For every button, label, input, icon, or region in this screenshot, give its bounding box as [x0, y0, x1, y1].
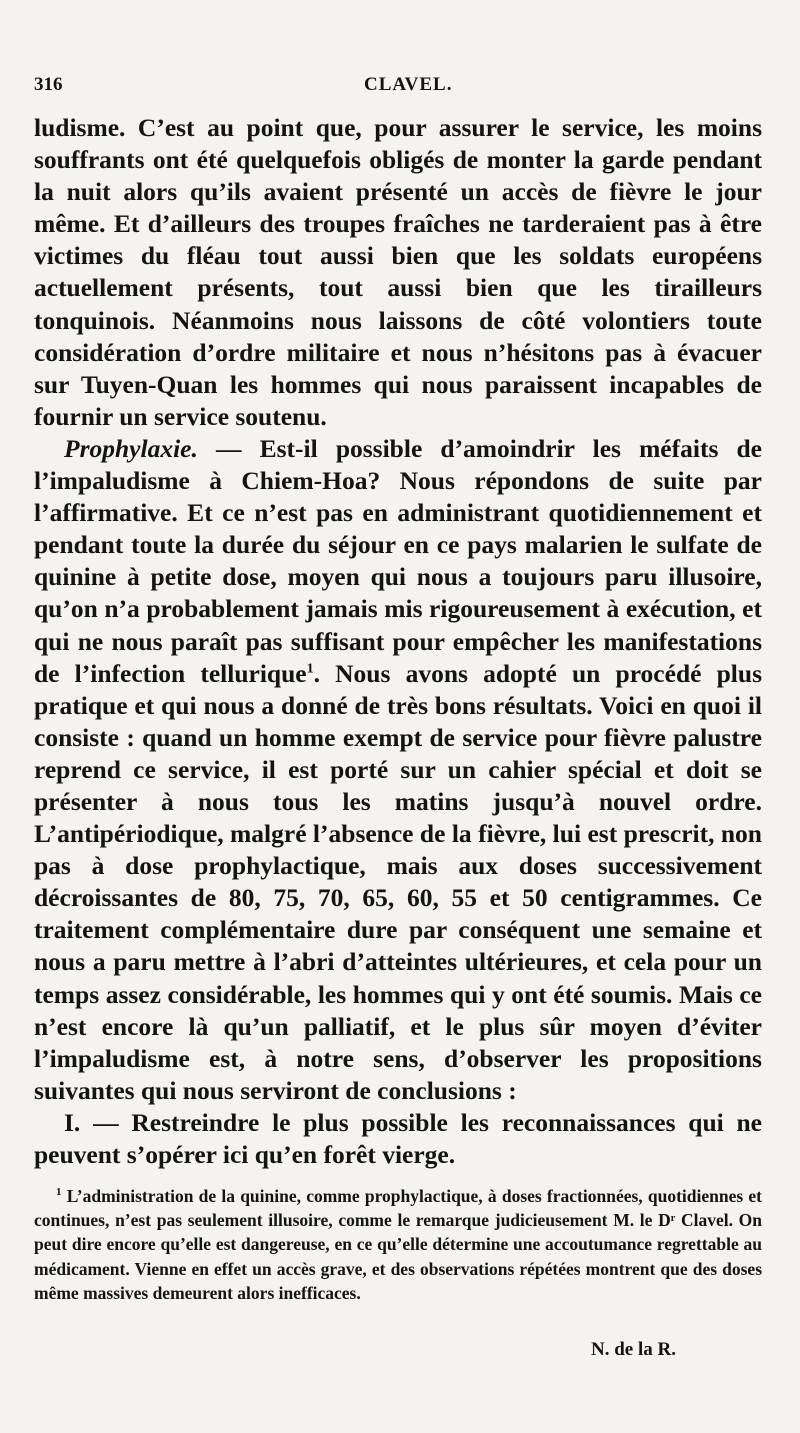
footnote-text — [34, 1184, 762, 1305]
section-title-prophylaxie: Prophylaxie. — [64, 433, 198, 463]
paragraph-conclusion-one — [34, 1107, 762, 1171]
footnote-body: L’administration de la quinine, comme prophylactique, à doses fractionnées, quotidiennes et continues, n’est pas seulement illusoire, comme le remarque judicieusement M. le Dʳ Clavel. On peut dire encore qu’elle est dangereuse, en ce qu’elle détermine une accoutumance regrettable au médicament. Vienne en effet un accès grave, et des observations répétées montrent que des doses même massives demeurent alors inefficaces. — [34, 1186, 762, 1303]
page-header — [34, 74, 764, 104]
footnote-marker: 1 — [56, 1186, 62, 1199]
editor-signature: N. de la R. — [591, 1339, 676, 1360]
paragraph-prophylaxie — [34, 433, 762, 1107]
paragraph-conclusion-one-text: I. — Restreindre le plus possible les reconnaissances qui ne peuvent s’opérer ici qu’en forêt vierge. — [34, 1107, 762, 1169]
paragraph-prophylaxie-text-b: . Nous avons adopté un procédé plus pratique et qui nous a donné de très bons résultats. Voici en quoi il consiste : quand un homme exempt de service pour fièvre palustre reprend ce service, il est porté sur un cahier spécial et doit se présenter à nous tous les matins jusqu’à nouvel ordre. L’antipériodique, malgré l’absence de la fièvre, lui est prescrit, non pas à dose prophylactique, mais aux doses successivement décroissantes de 80, 75, 70, 65, 60, 55 et 50 centigrammes. Ce traitement complémentaire dure par conséquent une semaine et nous a paru mettre à l’abri d’atteintes ultérieures, et cela pour un temps assez considérable, les hommes qui y ont été soumis. Mais ce n’est encore là qu’un palliatif, et le plus sûr moyen d’éviter l’impaludisme est, à notre sens, d’observer les propositions suivantes qui nous serviront de conclusions : — [34, 658, 762, 1105]
paragraph-continuation-text: ludisme. C’est au point que, pour assurer le service, les moins souffrants ont été quelquefois obligés de monter la garde pendant la nuit alors qu’ils avaient présenté un accès de fièvre le jour même. Et d’ailleurs des troupes fraîches ne tarderaient pas à être victimes du fléau tout aussi bien que les soldats européens actuellement présents, tout aussi bien que les tirailleurs tonquinois. Néanmoins nous laissons de côté volontiers toute considération d’ordre militaire et nous n’hésitons pas à évacuer sur Tuyen-Quan les hommes qui nous paraissent incapables de fournir un service soutenu. — [34, 113, 762, 431]
main-text — [34, 112, 762, 1171]
footnote-block — [34, 1184, 762, 1305]
running-head: CLAVEL. — [364, 74, 453, 95]
paragraph-prophylaxie-text-a: — Est-il possible d’amoindrir les méfaits de l’impaludisme à Chiem-Hoa? Nous répondons de suite par l’affirmative. Et ce n’est pas en administrant quotidiennement et pendant toute la durée du séjour en ce pays malarien le sulfate de quinine à petite dose, moyen qui nous a toujours paru illusoire, qu’on n’a probablement jamais mis rigoureusement à exécution, et qui ne nous paraît pas suffisant pour empêcher les manifestations de l’infection tellurique — [34, 433, 762, 688]
footnote-reference: 1 — [306, 661, 314, 677]
page-number: 316 — [34, 74, 63, 95]
paragraph-continuation — [34, 112, 762, 433]
